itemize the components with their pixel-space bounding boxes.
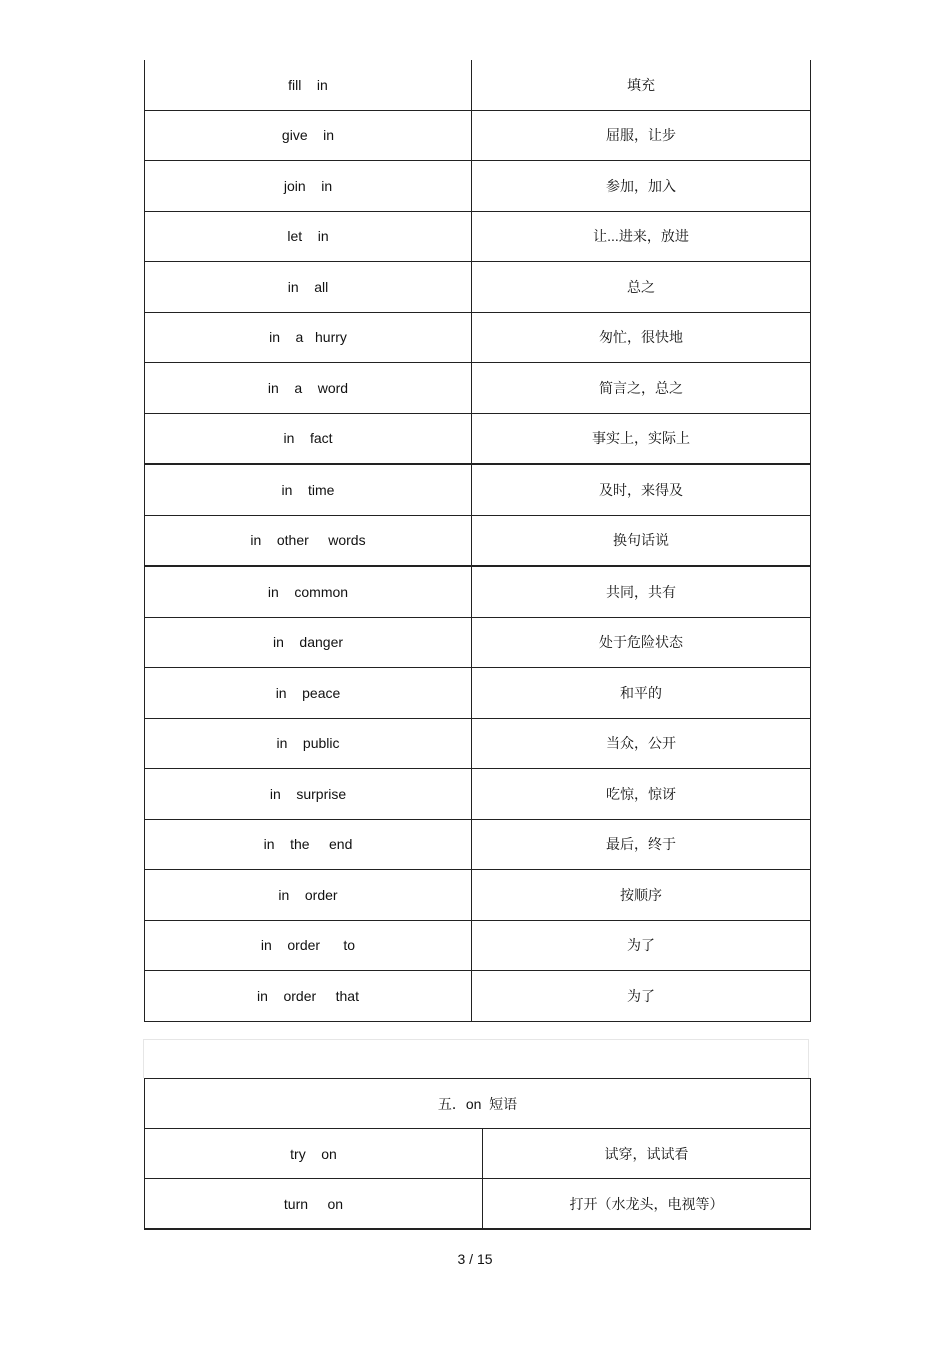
phrase-en: in order [145, 870, 472, 921]
table-row [145, 971, 811, 1022]
phrase-en: in fact [145, 413, 472, 464]
phrase-zh: 共同，共有 [472, 566, 811, 617]
phrase-en: in the end [145, 819, 472, 870]
table-row [145, 668, 811, 719]
phrase-zh: 参加，加入 [472, 161, 811, 212]
phrase-en: in a word [145, 363, 472, 414]
phrase-en: in all [145, 262, 472, 313]
phrase-en: fill in [145, 60, 472, 110]
phrase-zh: 为了 [472, 920, 811, 971]
table-row [145, 312, 811, 363]
phrase-en: in peace [145, 668, 472, 719]
section-header-row [145, 1079, 811, 1129]
table-row [145, 60, 811, 110]
table-row [145, 515, 811, 566]
phrase-zh: 打开（水龙头，电视等） [483, 1179, 811, 1230]
phrase-zh: 填充 [472, 60, 811, 110]
phrase-en: in order to [145, 920, 472, 971]
phrase-en: try on [145, 1129, 483, 1179]
phrase-zh: 换句话说 [472, 515, 811, 566]
table-row [145, 110, 811, 161]
table-row [145, 819, 811, 870]
table-row [145, 464, 811, 515]
phrase-zh: 及时，来得及 [472, 464, 811, 515]
phrase-zh: 按顺序 [472, 870, 811, 921]
table-row [145, 262, 811, 313]
phrase-en: let in [145, 211, 472, 262]
table-row [145, 1129, 811, 1179]
section-heading: 五．on 短语 [145, 1079, 811, 1129]
phrase-en: give in [145, 110, 472, 161]
phrase-zh: 总之 [472, 262, 811, 313]
phrase-en: in surprise [145, 769, 472, 820]
table-row [145, 920, 811, 971]
phrase-en: in common [145, 566, 472, 617]
table-row [145, 617, 811, 668]
phrase-table-in [144, 60, 811, 1022]
phrase-table-on [144, 1078, 811, 1230]
phrase-en: in a hurry [145, 312, 472, 363]
phrase-zh: 当众，公开 [472, 718, 811, 769]
phrase-en: turn on [145, 1179, 483, 1230]
page-number: 3 / 15 [457, 1251, 493, 1267]
phrase-zh: 最后，终于 [472, 819, 811, 870]
phrase-en: join in [145, 161, 472, 212]
phrase-en: in public [145, 718, 472, 769]
phrase-zh: 事实上，实际上 [472, 413, 811, 464]
table-row [145, 870, 811, 921]
table-row [145, 161, 811, 212]
table-row [145, 1179, 811, 1230]
table-row [145, 769, 811, 820]
phrase-zh: 处于危险状态 [472, 617, 811, 668]
phrase-zh: 简言之，总之 [472, 363, 811, 414]
table-row [145, 718, 811, 769]
phrase-zh: 试穿，试试看 [483, 1129, 811, 1179]
phrase-zh: 屈服，让步 [472, 110, 811, 161]
table-row [145, 413, 811, 464]
phrase-en: in time [145, 464, 472, 515]
phrase-en: in order that [145, 971, 472, 1022]
phrase-en: in danger [145, 617, 472, 668]
phrase-zh: 让...进来，放进 [472, 211, 811, 262]
table-row [145, 566, 811, 617]
phrase-zh: 为了 [472, 971, 811, 1022]
phrase-en: in other words [145, 515, 472, 566]
table-row [145, 363, 811, 414]
table-row [145, 211, 811, 262]
phrase-zh: 匆忙，很快地 [472, 312, 811, 363]
phrase-zh: 吃惊，惊讶 [472, 769, 811, 820]
phrase-zh: 和平的 [472, 668, 811, 719]
table-spacer [143, 1039, 809, 1078]
